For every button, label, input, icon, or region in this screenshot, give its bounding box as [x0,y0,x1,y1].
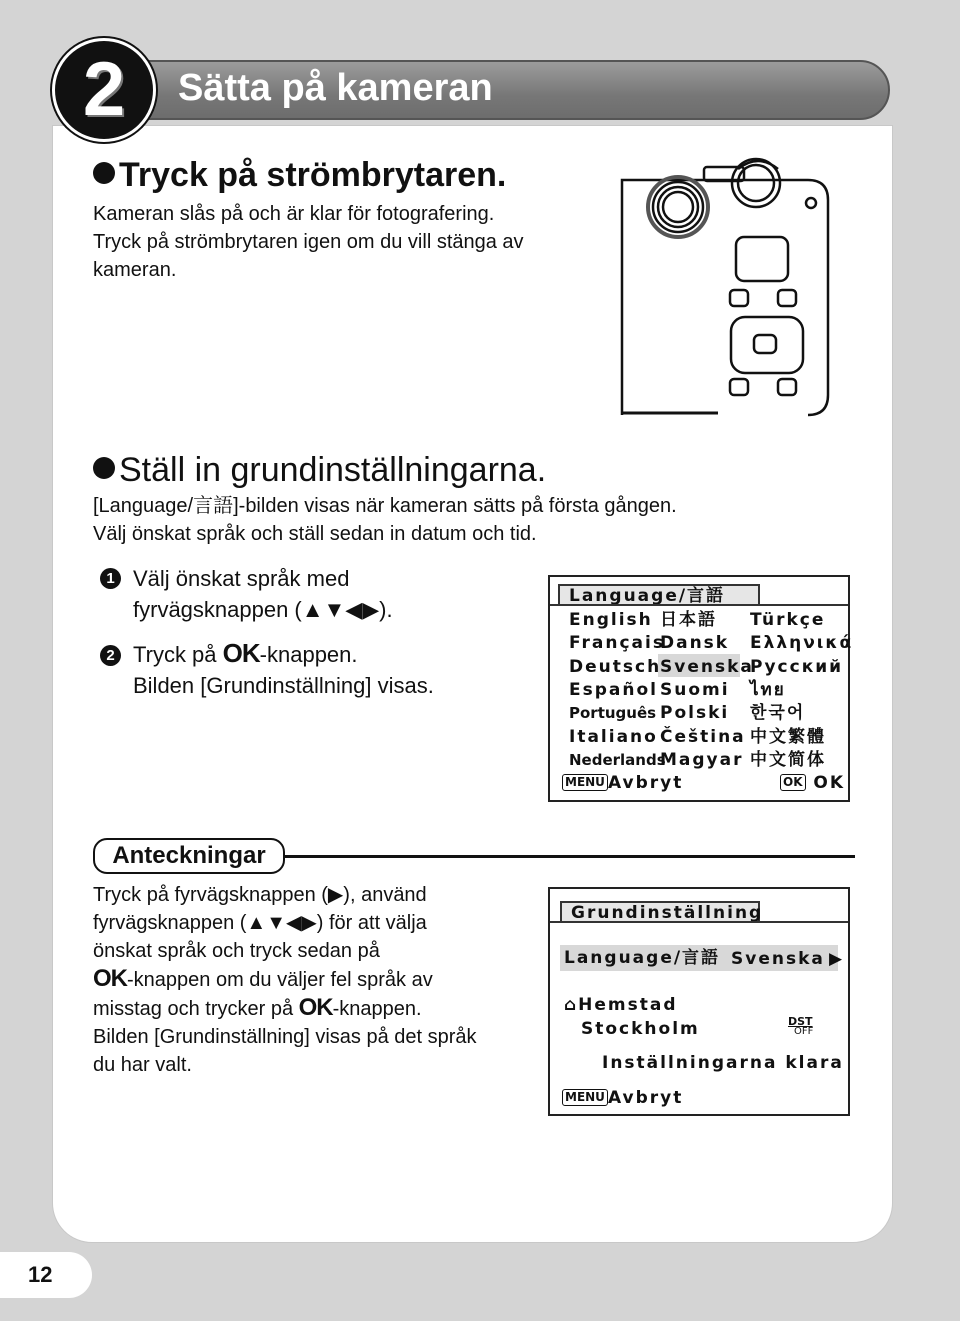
language-option[interactable]: Italiano [569,726,658,747]
notes-divider [283,855,855,858]
bullet-icon [93,457,115,479]
language-option[interactable]: 한국어 [750,703,806,724]
language-option[interactable]: Türkçe [750,610,826,630]
language-option[interactable]: 中文繁體 [750,726,826,747]
language-setting-value[interactable]: Svenska [731,949,825,969]
section2-body [93,492,677,548]
section1-line: kameran. [93,259,177,281]
step2-line: Bilden [Grundinställning] visas. [133,673,434,698]
cancel-label: Avbryt [607,1088,684,1108]
step2-pre: Tryck på [133,642,223,667]
notes-line: önskat språk och tryck sedan på [93,940,380,962]
section1-body [93,200,524,284]
language-setting-label[interactable]: Language/言語 [564,948,721,968]
step2-post: -knappen. [259,642,358,667]
step1-line: Välj önskat språk med [133,566,350,591]
language-option[interactable]: English [569,610,653,630]
arrow-right-icon: ▶ [829,949,845,969]
settings-done-button[interactable]: Inställningarna klara [602,1053,844,1073]
section1-line: Kameran slås på och är klar för fotografering. [93,203,495,225]
notes-text: -knappen. [332,998,422,1020]
notes-line [93,994,477,1023]
notes-line: Bilden [Grundinställning] visas på det språk [93,1026,477,1048]
language-option[interactable]: 日本語 [660,610,717,630]
notes-body [93,881,477,1079]
ok-button-glyph: OK [298,994,333,1021]
notes-text: -knappen om du väljer fel språk av [127,969,433,991]
notes-line: Tryck på fyrvägsknappen (▶), använd [93,884,427,906]
hometown-city[interactable]: Stockholm [581,1019,700,1039]
notes-line [93,965,477,994]
home-icon: ⌂ [564,995,579,1015]
language-option[interactable]: Svenska [660,656,754,677]
hometown-row[interactable] [564,995,678,1015]
section2-heading [93,450,546,490]
section1-heading-text: Tryck på strömbrytaren. [119,156,507,194]
language-option[interactable]: Español [569,679,658,700]
language-option[interactable]: ไทย [750,679,786,700]
language-option[interactable]: Magyar [660,749,744,770]
language-option[interactable]: Русский [750,656,844,677]
bullet-icon [93,162,115,184]
notes-label: Anteckningar [93,838,285,874]
section1-line: Tryck på strömbrytaren igen om du vill stänga av [93,231,524,253]
language-option[interactable]: Čeština [660,726,746,747]
ok-label: OK [813,773,846,793]
menu-key-icon: MENU [562,1089,608,1106]
language-screen-title: Language/言語 [569,586,726,606]
hometown-label: Hemstad [578,995,678,1015]
initial-screen-title: Grundinställning [571,903,764,923]
page-number: 12 [0,1252,92,1298]
ok-button-glyph: OK [222,638,260,668]
dst-off-icon[interactable] [788,1017,818,1039]
camera-back-illustration [618,145,838,420]
notes-line: fyrvägsknappen (▲▼◀▶) för att välja [93,912,427,934]
language-option[interactable]: Deutsch [569,656,662,677]
section2-line: [Language/言語]-bilden visas när kameran sätts på första gången. [93,495,677,517]
notes-line: du har valt. [93,1054,192,1076]
language-option[interactable]: 中文简体 [750,749,826,770]
ok-button-glyph: OK [93,965,127,992]
cancel-label: Avbryt [607,773,684,793]
language-option[interactable]: Português [569,704,657,723]
language-option[interactable]: Polski [660,703,730,724]
language-option[interactable]: Dansk [660,633,730,654]
step2-line [133,638,434,670]
language-option[interactable]: Ελληνικά [750,633,854,654]
language-screen [548,575,854,802]
language-option[interactable]: Suomi [660,679,730,700]
section2-line: Välj önskat språk och ställ sedan in datum och tid. [93,523,537,545]
cancel-row[interactable] [562,773,683,793]
chapter-number-badge: 2 [52,38,156,142]
chapter-title: Sätta på kameran [178,67,493,109]
menu-key-icon: MENU [562,774,608,791]
notes-text: misstag och trycker på [93,998,299,1020]
language-option[interactable]: Nederlands [569,750,666,769]
language-option[interactable]: Français [569,633,665,654]
ok-row[interactable] [780,773,845,793]
initial-setting-screen [548,887,850,1116]
step-number-icon: 1 [100,568,121,589]
step2-text [133,638,434,701]
step1-text [133,563,393,625]
ok-key-icon: OK [780,774,806,791]
section1-heading [93,155,506,195]
dst-label: DST [788,1015,813,1028]
step1-line: fyrvägsknappen (▲▼◀▶). [133,597,393,622]
step-number-icon: 2 [100,645,121,666]
section2-heading-text: Ställ in grundinställningarna. [119,451,547,489]
cancel-row[interactable] [562,1088,683,1108]
dst-state: OFF [794,1026,814,1037]
